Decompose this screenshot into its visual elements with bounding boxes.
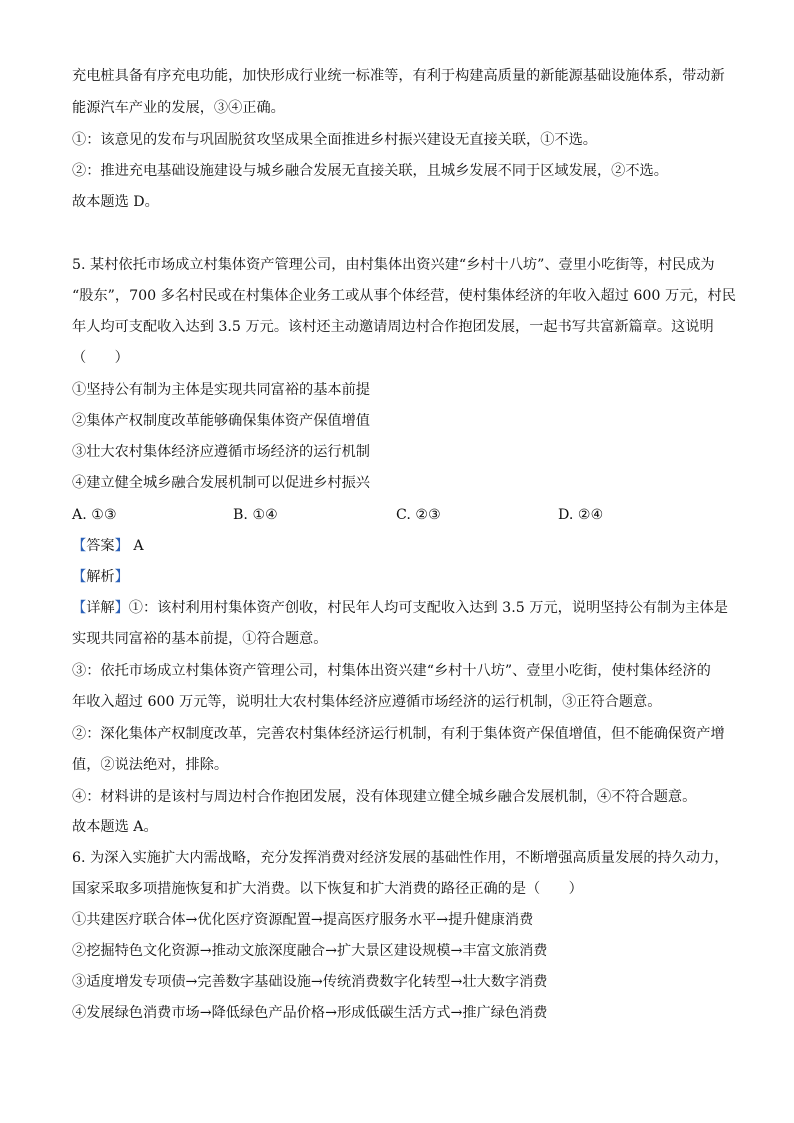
answer-value: A [133,538,144,554]
q5-stem-line-2: “股东”，700 多名村民或在村集体企业务工或从事个体经营，使村集体经济的年收入超过 600 万元，村民 [72,288,736,304]
q5-analysis-line-5: ②：深化集体产权制度改革，完善农村集体经济运行机制，有利于集体资产保值增值，但不能确保资产增 [72,726,725,742]
detail-tag-text: 详解 [86,600,115,616]
q6-stem-line-1: 6. 为深入实施扩大内需战略，充分发挥消费对经济发展的基础性作用，不断增强高质量发展的持久动力， [72,850,729,866]
detail-tag-open: 【 [72,600,87,616]
q5-option-b: B. ①④ [233,507,278,523]
answer-tag-open: 【 [72,538,87,554]
q5-analysis-line-6: 值，②说法绝对，排除。 [72,757,229,773]
q5-option-d: D. ②④ [558,507,604,523]
prev-answer-line-4: ②：推进充电基础设施建设与城乡融合发展无直接关联，且城乡发展不同于区域发展，②不选。 [72,163,668,179]
q5-analysis-line-8: 故本题选 A。 [72,819,158,835]
q5-stem-line-1: 5. 某村依托市场成立村集体资产管理公司，由村集体出资兴建“乡村十八坊”、壹里小吃街等，村民成为 [72,257,715,273]
prev-answer-line-3: ①：该意见的发布与巩固脱贫攻坚成果全面推进乡村振兴建设无直接关联，①不选。 [72,132,597,148]
answer-tag-close: 】 [114,538,129,554]
q5-statement-3: ③壮大农村集体经济应遵循市场经济的运行机制 [72,444,370,460]
q5-answer-line [72,536,144,556]
q5-analysis-line-3: ③：依托市场成立村集体资产管理公司，村集体出资兴建“乡村十八坊”、壹里小吃街，使村集体经济的 [72,663,711,679]
q6-stem-line-2: 国家采取多项措施恢复和扩大消费。以下恢复和扩大消费的路径正确的是（ ） [72,881,583,897]
q5-stem-line-4: （ ） [72,350,129,366]
q5-analysis-line-7: ④：材料讲的是该村与周边村合作抱团发展，没有体现建立健全城乡融合发展机制，④不符合题意。 [72,789,697,805]
q5-statement-1: ①坚持公有制为主体是实现共同富裕的基本前提 [72,382,370,398]
analysis-tag-open: 【 [72,569,87,585]
analysis-text-1: ①：该村利用村集体资产创收，村民年人均可支配收入达到 3.5 万元，说明坚持公有制为主体是 [128,600,728,616]
q5-detail-line-1 [72,598,728,618]
q6-statement-1: ①共建医疗联合体→优化医疗资源配置→提高医疗服务水平→提升健康消费 [72,912,534,928]
q5-analysis-line-4: 年收入超过 600 万元等，说明壮大农村集体经济应遵循市场经济的运行机制，③正符合题意。 [72,694,662,710]
detail-tag-close: 】 [114,600,129,616]
analysis-tag-text: 解析 [86,569,115,585]
q5-statement-2: ②集体产权制度改革能够确保集体资产保值增值 [72,413,370,429]
q6-statement-4: ④发展绿色消费市场→降低绿色产品价格→形成低碳生活方式→推广绿色消费 [72,1005,548,1021]
q6-statement-3: ③适度增发专项债→完善数字基础设施→传统消费数字化转型→壮大数字消费 [72,974,548,990]
prev-answer-line-5: 故本题选 D。 [72,194,159,210]
q5-option-a: A. ①③ [72,507,117,523]
q6-statement-2: ②挖掘特色文化资源→推动文旅深度融合→扩大景区建设规模→丰富文旅消费 [72,943,548,959]
analysis-tag-close: 】 [114,569,129,585]
q5-analysis-line-2: 实现共同富裕的基本前提，①符合题意。 [72,631,328,647]
q5-option-c: C. ②③ [396,507,441,523]
answer-tag-text: 答案 [86,538,115,554]
q5-analysis-tag [72,567,129,587]
q5-stem-line-3: 年人均可支配收入达到 3.5 万元。该村还主动邀请周边村合作抱团发展，一起书写共富新篇章。这说明 [72,319,714,335]
q5-statement-4: ④建立健全城乡融合发展机制可以促进乡村振兴 [72,475,370,491]
prev-answer-line-2: 能源汽车产业的发展，③④正确。 [72,100,285,116]
prev-answer-line-1: 充电桩具备有序充电功能，加快形成行业统一标准等，有利于构建高质量的新能源基础设施体系，带动新 [72,68,725,84]
